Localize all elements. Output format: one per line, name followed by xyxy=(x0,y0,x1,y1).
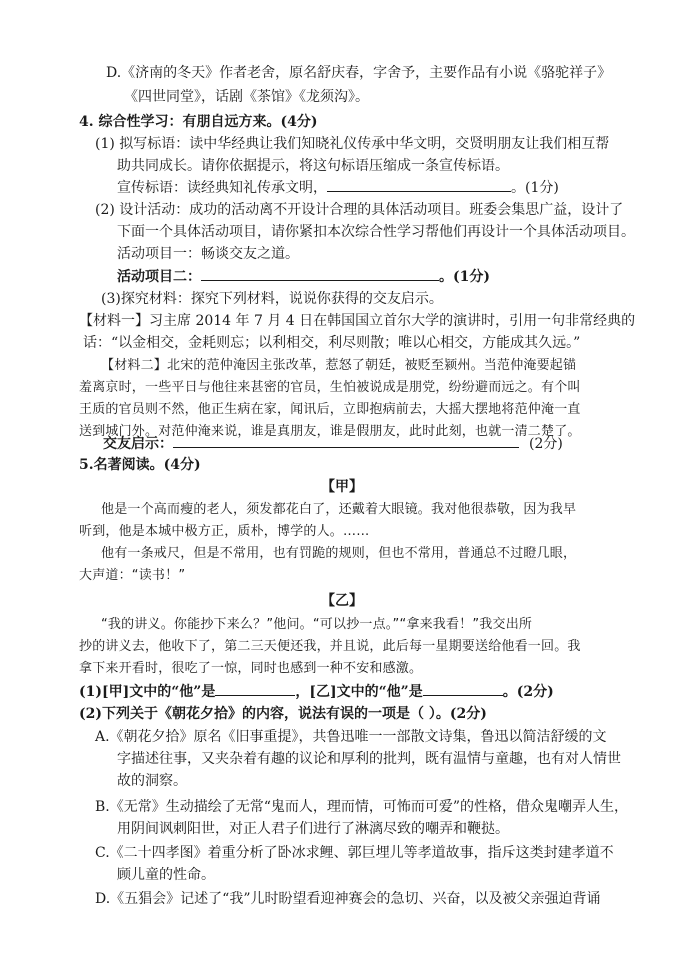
q5-option-c-line2: 顾儿童的性命。 xyxy=(117,867,215,883)
q4-part1-line1: (1) 拟写标语：读中华经典让我们知晓礼仪传承中华文明，交贤明朋友让我们相互帮 xyxy=(95,136,610,152)
q5-option-a-line3: 故的洞察。 xyxy=(117,773,187,789)
q4-answer-score: (2分) xyxy=(529,436,563,452)
q5-jia-line1: 他是一个高而瘦的老人，须发都花白了，还戴着大眼镜。我对他很恭敬，因为我早 xyxy=(101,502,577,517)
q4-part1-answer-blank[interactable] xyxy=(327,177,511,192)
q4-material2-line3: 王质的官员则不然，他正生病在家，闻讯后，立即抱病前去，大摇大摆地将范仲淹一直 xyxy=(79,402,581,417)
q5-jia-title: 【甲】 xyxy=(321,479,363,495)
q4-answer-row xyxy=(103,433,563,455)
q4-part2-answer-row xyxy=(117,266,490,288)
q5-option-d-line1: D.《五猖会》记述了“我”儿时盼望看迎神赛会的急切、兴奋，以及被父亲强迫背诵 xyxy=(95,891,601,907)
q5-part1-row xyxy=(79,681,554,703)
q4-part2-answer-blank[interactable] xyxy=(201,266,439,281)
q5-yi-line3: 拿下来开看时，很吃了一惊，同时也感到一种不安和感激。 xyxy=(79,661,423,676)
q4-answer-label: 交友启示： xyxy=(103,436,173,452)
q5-option-c-line1: C.《二十四孝图》着重分析了卧冰求鲤、郭巨埋儿等孝道故事，指斥这类封建孝道不 xyxy=(95,845,614,861)
q4-part2-line3: 活动项目一：畅谈交友之道。 xyxy=(117,246,299,262)
q5-option-b-line2: 用阴间讽刺阳世，对正人君子们进行了淋漓尽致的嘲弄和鞭挞。 xyxy=(117,821,509,837)
q4-answer-blank[interactable] xyxy=(173,433,519,448)
q5-heading: 5.名著阅读。(4分) xyxy=(79,457,201,473)
q3-option-d-line1: D.《济南的冬天》作者老舍，原名舒庆春，字舍予，主要作品有小说《骆驼祥子》 xyxy=(106,65,612,81)
q4-part2-label: 活动项目二： xyxy=(117,269,201,285)
q5-option-a-line1: A.《朝花夕拾》原名《旧事重提》，共鲁迅唯一一部散文诗集，鲁迅以简洁舒缓的文 xyxy=(95,729,607,745)
q4-heading: 4. 综合性学习：有朋自远方来。(4分) xyxy=(79,114,318,130)
q5-part2-question: (2)下列关于《朝花夕拾》的内容，说法有误的一项是（ ）。(2分) xyxy=(79,706,487,722)
q4-part2-line2: 下面一个具体活动项目，请你紧扣本次综合性学习帮他们再设计一个具体活动项目。 xyxy=(117,224,635,240)
q4-part2-line1: (2) 设计活动：成功的活动离不开设计合理的具体活动项目。班委会集思广益，设计了 xyxy=(95,202,624,218)
q4-material1-line2: 话：“以金相交，金耗则忘；以利相交，利尽则散；唯以心相交，方能成其久远。” xyxy=(83,335,581,351)
q5-yi-line2: 抄的讲义去，他收下了，第二三天便还我，并且说，此后每一星期要送给他看一回。我 xyxy=(79,639,581,654)
q5-jia-line2: 听到，他是本城中极方正，质朴，博学的人。…… xyxy=(79,524,370,539)
q5-part1-text-a: (1)[甲]文中的“他”是 xyxy=(79,684,216,700)
q5-part1-text-b: ，[乙]文中的“他”是 xyxy=(295,684,423,700)
q4-material2-line4: 送到城门外。对范仲淹来说，谁是真朋友，谁是假朋友，此时此刻，也就一清二楚了。 xyxy=(79,424,581,439)
q5-part1-score: 。(2分) xyxy=(502,684,554,700)
q3-option-d-line2: 《四世同堂》，话剧《茶馆》《龙须沟》。 xyxy=(124,89,369,105)
q4-material2-line2: 羞离京时，一些平日与他往来甚密的官员，生怕被说成是朋党，纷纷避而远之。有个叫 xyxy=(79,380,581,395)
q4-part2-score: 。(1分) xyxy=(439,269,490,285)
q4-material1-line1: 【材料一】习主席 2014 年 7 月 4 日在韩国国立首尔大学的演讲时，引用一句非常经典的 xyxy=(79,313,636,329)
q4-part3-line1: (3)探究材料：探究下列材料，说说你获得的交友启示。 xyxy=(101,291,443,307)
q4-material2-line1: 【材料二】北宋的范仲淹因主张改革，惹怒了朝廷，被贬至颍州。当范仲淹要起锚 xyxy=(101,358,577,373)
q5-option-b-line1: B.《无常》生动描绘了无常“鬼而人，理而情，可怖而可爱”的性格，借众鬼嘲弄人生， xyxy=(95,799,629,815)
q4-part1-answer-row xyxy=(117,177,559,199)
q5-option-a-line2: 字描述往事，又夹杂着有趣的议论和厚利的批判，既有温情与童趣，也有对人情世 xyxy=(117,751,621,767)
q5-part1-blank-a[interactable] xyxy=(215,681,295,696)
q4-part1-score: 。(1分) xyxy=(511,180,559,196)
q4-part1-label: 宣传标语：读经典知礼传承文明， xyxy=(117,180,327,196)
q5-jia-line3: 他有一条戒尺，但是不常用，也有罚跪的规则，但也不常用，普通总不过瞪几眼， xyxy=(101,546,577,561)
q5-yi-line1: “我的讲义。你能抄下来么？”他问。“可以抄一点。”“拿来我看！”我交出所 xyxy=(101,617,533,632)
q5-yi-title: 【乙】 xyxy=(321,593,363,609)
q4-part1-line2: 助共同成长。请你依据提示，将这句标语压缩成一条宣传标语。 xyxy=(117,158,509,174)
q5-part1-blank-b[interactable] xyxy=(423,681,503,696)
q5-jia-line4: 大声道：“读书！” xyxy=(79,568,186,583)
